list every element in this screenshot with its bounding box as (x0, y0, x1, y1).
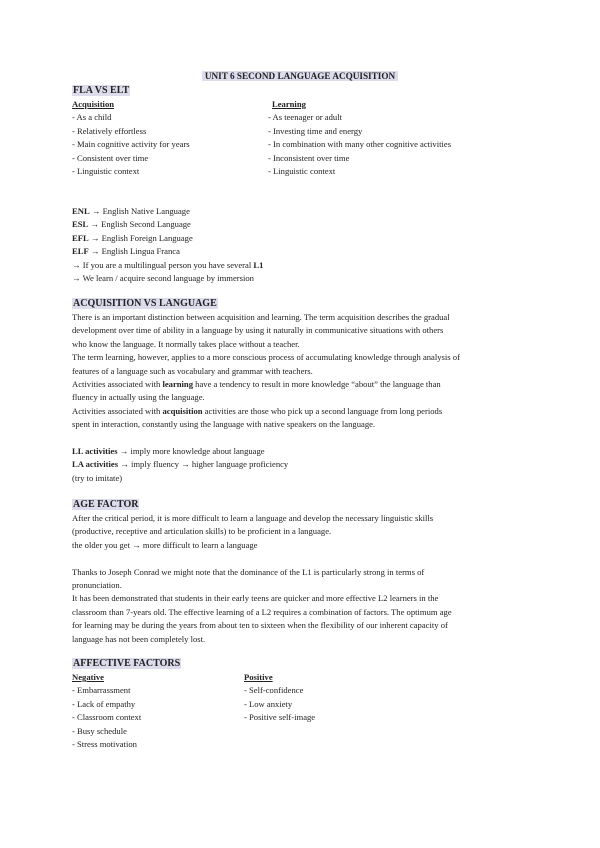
list-item: - As teenager or adult (268, 112, 342, 123)
title-text: UNIT 6 SECOND LANGUAGE ACQUISITION (202, 71, 398, 81)
paragraph-line: fluency in actually using the language. (72, 392, 205, 403)
ll-key: LL activities (72, 446, 118, 457)
abbr-note-text: → If you are a multilingual person you have several (72, 259, 254, 270)
abbr-item (72, 232, 528, 245)
list-item: - Linguistic context (72, 166, 140, 177)
paragraph-line (72, 405, 528, 418)
abbr-note-bold: L1 (253, 259, 264, 270)
abbr-item (72, 245, 528, 258)
section-heading-age: AGE FACTOR (73, 499, 139, 510)
paragraph-line: (productive, receptive and articulation skills) to be proficient in a language. (72, 526, 332, 537)
la-activities-line (72, 458, 528, 471)
list-item: - Consistent over time (72, 152, 149, 163)
abbr-key: ENL (72, 206, 90, 216)
list-item: - Lack of empathy (72, 698, 136, 709)
paragraph-line: Thanks to Joseph Conrad we might note that the dominance of the L1 is particularly strong in terms of (72, 566, 425, 577)
bold-run: acquisition (162, 405, 203, 416)
list-item: - Low anxiety (244, 698, 293, 709)
la-value: → imply fluency → higher language proficiency (118, 459, 289, 470)
paragraph-line: After the critical period, it is more difficult to learn a language and develop the necessary linguistic skills (72, 513, 434, 523)
list-item: - Main cognitive activity for years (72, 139, 190, 150)
list-item: - Stress motivation (72, 739, 137, 750)
bold-run: learning (162, 379, 194, 390)
list-item: - Positive self-image (244, 712, 316, 723)
list-item: - Relatively effortless (72, 125, 147, 136)
list-item: - Classroom context (72, 712, 142, 723)
section-affective-factors (72, 657, 528, 751)
try-note: (try to imitate) (72, 472, 123, 483)
acquisition-column (72, 98, 268, 178)
comparison-columns (72, 98, 528, 178)
abbr-item (72, 205, 528, 218)
list-item: - Embarrassment (72, 685, 131, 696)
acquisition-head: Acquisition (72, 99, 115, 109)
negative-column (72, 671, 244, 751)
abbr-value: → English Lingua Franca (88, 246, 180, 257)
list-item: - Investing time and energy (268, 125, 363, 136)
text-run: activities are those who pick up a second language from long periods (202, 405, 443, 416)
section-heading-affective: AFFECTIVE FACTORS (73, 658, 181, 669)
section-acquisition-vs-language (72, 297, 528, 485)
abbr-key: ESL (72, 219, 89, 230)
learning-column (268, 98, 451, 178)
ll-activities-line (72, 445, 528, 458)
list-item: - Self-confidence (244, 685, 304, 696)
paragraph-line: for learning may be during the years from about ten to sixteen when the flexibility of our inherent capacity of (72, 620, 448, 631)
paragraph-line: pronunciation. (72, 580, 122, 591)
abbr-value: → English Native Language (89, 206, 190, 216)
list-item: - Linguistic context (268, 166, 336, 177)
paragraph-line: It has been demonstrated that students in their early teens are quicker and more effective L2 learners in the (72, 593, 439, 604)
paragraph-line (72, 378, 528, 391)
paragraph-line: language has not been completely lost. (72, 633, 206, 644)
text-run: Activities associated with (72, 405, 163, 416)
list-item: - As a child (72, 112, 112, 123)
abbreviation-list (72, 205, 528, 285)
paragraph-line: the older you get → more difficult to learn a language (72, 539, 258, 550)
ll-value: → imply more knowledge about language (117, 446, 265, 457)
text-run: have a tendency to result in more knowledge “about” the language than (193, 379, 441, 390)
abbr-note (72, 259, 528, 272)
paragraph-line: features of a language such as vocabulary and grammar with teachers. (72, 365, 313, 376)
section-heading-fla-elt: FLA VS ELT (73, 85, 130, 96)
abbr-note: → We learn / acquire second language by immersion (72, 273, 254, 284)
section-heading-acquisition: ACQUISITION VS LANGUAGE (73, 298, 217, 309)
abbr-value: → English Second Language (88, 219, 191, 230)
paragraph-line: spent in interaction, constantly using the language with native speakers on the language. (72, 419, 376, 430)
paragraph-line: The term learning, however, applies to a more conscious process of accumulating knowledge through analysis of (72, 352, 460, 363)
list-item: - In combination with many other cognitive activities (268, 139, 452, 150)
affective-columns (72, 671, 528, 751)
abbr-item (72, 218, 528, 231)
document-title (0, 71, 600, 81)
abbr-value: → English Foreign Language (88, 232, 193, 243)
positive-head: Positive (244, 672, 273, 682)
section-fla-vs-elt (72, 84, 528, 178)
list-item: - Busy schedule (72, 725, 127, 736)
positive-column (244, 671, 315, 751)
abbr-key: ELF (72, 246, 89, 257)
paragraph-line: There is an important distinction between acquisition and learning. The term acquisition describes the gradual (72, 312, 450, 322)
section-age-factor (72, 498, 528, 646)
negative-head: Negative (72, 672, 104, 682)
text-run: Activities associated with (72, 379, 163, 390)
paragraph-line: development over time of ability in a language by using it naturally in communicative situations with others (72, 325, 444, 336)
learning-head: Learning (272, 99, 306, 109)
abbr-key: EFL (72, 232, 89, 243)
paragraph-line: classroom than 7-years old. The effective learning of a L2 requires a combination of factors. The optimum age (72, 606, 452, 617)
la-key: LA activities (72, 459, 119, 470)
list-item: - Inconsistent over time (268, 152, 350, 163)
paragraph-line: who know the language. It normally takes place without a teacher. (72, 338, 300, 349)
